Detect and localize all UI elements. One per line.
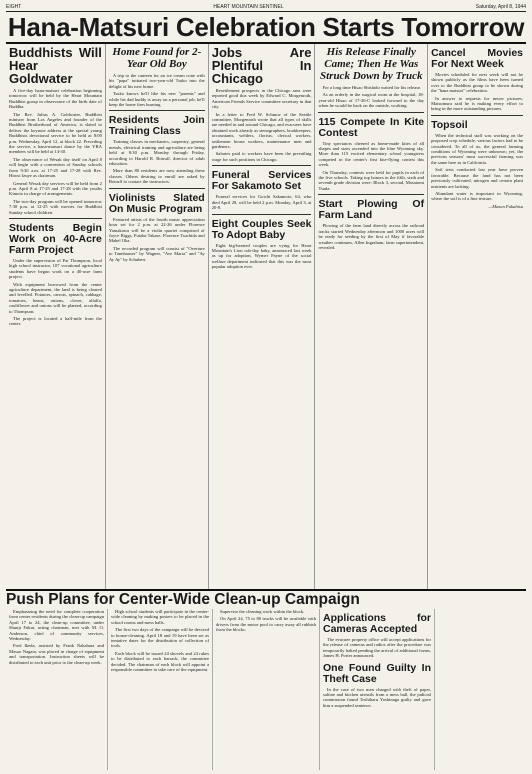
divider bbox=[212, 214, 312, 215]
bottom-column-2 bbox=[108, 609, 213, 770]
bottom-column-3 bbox=[213, 609, 320, 770]
column-5 bbox=[428, 44, 526, 589]
bottom-columns bbox=[6, 609, 526, 770]
article-text: More than 80 residents are now attending these classes. Others desiring to enroll are asked by Botruff to contact the instructors. bbox=[108, 168, 205, 185]
article-text: Funeral services for Goichi Sakamoto, 64, who died April 28, will be held 2 p.m. Monday, April 3, at 20-8. bbox=[211, 194, 312, 211]
article-text: Featured artists of the fourth music appreciation hour set for 2 p.m. at 22-26 under Florence Yamakawa will be a violin quartet comprised of Joyce Riggs, Futaba Takase, Florence Tsuchida and Mabel Oka. bbox=[108, 216, 205, 244]
headline-adopt-baby: Eight Couples Seek To Adopt Baby bbox=[211, 217, 312, 241]
headline-violinists: Violinists Slated On Music Program bbox=[108, 191, 205, 215]
article-text: As an orderly in the surgical room at the hospital, 18-year-old Hisao of 17-26-C looked forward to the day when he would be back on the outside, working. bbox=[318, 92, 425, 109]
headline-plowing: Start Plowing Of Farm Land bbox=[318, 198, 425, 222]
header-masthead: HEART MOUNTAIN SENTINEL bbox=[213, 4, 284, 10]
article-text: On Thursday, contests were held for pupils in each of the five schools. Taking top honors in the fifth, sixth and seventh grade division were: Block 3, second, Masatomi Tsuda. bbox=[318, 169, 425, 191]
article-text: With equipment borrowed from the center agriculture department, the land is being cleared and levelled. Potatoes, carrots, spinach, cabbage, tomatoes, beans, onions, clover, alfalfa, cauliflower and onions will be planted, according to Thompson. bbox=[9, 281, 102, 314]
banner-headline: Hana-Matsuri Celebration Starts Tomorrow bbox=[7, 12, 525, 42]
article-text: Salaries paid to workers have been the prevailing wage for such positions in Chicago. bbox=[211, 151, 312, 162]
article-text: Fred Ikeda, assisted by Frank Nakahara and Masao Nagata, was placed in charge of equipment and transportation. Instruction sheets will be distributed to each unit prior to the clean-up week. bbox=[9, 643, 104, 665]
article-text: In answer to requests for newer pictures, Matsumura said he is making every effort to bring in the more outstanding pictures. bbox=[431, 95, 523, 112]
article-text: The observance of Wesak day itself on April 8 will begin with a convention of Sunday schools from 9:30 a.m. at 17-25 and 17-28 with Rev. Hirosi Izuye as chairman. bbox=[9, 156, 102, 179]
bottom-section bbox=[6, 589, 526, 770]
headline-cameras: Applications for Cameras Accepted bbox=[323, 612, 431, 635]
page-header bbox=[6, 4, 526, 12]
bottom-column-1 bbox=[6, 609, 108, 770]
headline-guilty: One Found Guilty In Theft Case bbox=[323, 661, 431, 685]
divider bbox=[109, 188, 205, 189]
column-1 bbox=[6, 44, 106, 589]
article-text: On April 24, 75 to 80 trucks will be available with drivers from the motor pool to carry away all rubbish from the blocks. bbox=[216, 616, 316, 633]
article-text: Emphasizing the need for complete cooperation from center residents during the clean-up campaign April 17 to 24, the clean-up committee, under Shunji Fukui, acting chairman, met with M. O. Anderson, chief of community services, Wednesday. bbox=[9, 609, 104, 642]
column-4 bbox=[315, 44, 428, 589]
article-text: Supervise the cleaning work within the block. bbox=[220, 609, 305, 614]
article-text: Each block will be issued 24 shovels and 24 rakes to be distributed to each barrack, the committee decided. The chairman of each block will appoint a responsible committee to take care of the equipment. bbox=[111, 650, 209, 673]
divider bbox=[109, 110, 205, 111]
article-text: Movies scheduled for next week will not be shown publicly as the films have been turned over to the Buddhist group to be shown during the "hana matsuri" celebration. bbox=[431, 72, 523, 94]
article-text: The project is located a half-mile from the center. bbox=[9, 316, 102, 327]
article-text: The Rev. Julius A. Goldwater, Buddhist minister from Los Angeles and founder of the Buddhist Brotherhood of America, is slated to deliver the keynote address at the special young Buddhists devotional service to be held at 8:00 p.m. Wednesday, April 12, at block 22. Preceding the service, a hana-matsuri dance by the YBA members will be held at 14-30. bbox=[9, 111, 102, 155]
article-text: For a long time Hisao Shishido waited for his release. bbox=[322, 85, 422, 90]
headline-training-class: Residents Join Training Class bbox=[108, 114, 205, 138]
article-text: Under the supervision of Pat Thompson, local high school instructor, 107 vocational agriculture students have begun work on a 40-acre farm project. bbox=[9, 257, 102, 280]
article-text: Soil tests conducted last year have proven favorable. Because the land has not been previously cultivated, nitrogen and certain plant nutrients are lacking. bbox=[431, 167, 523, 189]
headline-topsoil: Topsoil bbox=[431, 118, 468, 131]
headline-funeral: Funeral Services For Sakamoto Set bbox=[211, 169, 312, 193]
article-text: In a letter to Fred W. Schmoe of the Seattle committee, Morgenroth wrote that all types of skills are needed in and around Chicago, and evacuees have obtained work already as stenographers, bookkeepers, accountants, welders, florists, clerical workers, settlement house workers, maintenance men and gardeners. bbox=[211, 111, 312, 150]
headline-home-found: Home Found for 2-Year Old Boy bbox=[112, 46, 202, 70]
article-text: The first two days of the campaign will be devoted to house-cleaning. April 18 and 19 have been set as tentative dates for the distribution of collection of tools. bbox=[111, 627, 209, 649]
divider bbox=[212, 165, 312, 166]
article-text: A trip to the canteen for an ice cream cone with his "papa" initiated two-year-old Tsuko into the delight of his new home. bbox=[108, 73, 205, 89]
divider bbox=[431, 115, 523, 116]
article-columns bbox=[6, 44, 526, 589]
article-text: Eight big-hearted couples are vying for Heart Mountain's Lion cub-day baby, announced last week as up for adoption, Wymer Payne of the social welfare department indicated that this was the most popular adoption ever. bbox=[211, 242, 312, 270]
article-text: The evacuee property office will accept applications for the release of cameras and radios after the procedure was temporarily halted pending the arrival of additional forms, James H. Porter announced. bbox=[323, 637, 431, 659]
byline: —Mason Fukuhisa bbox=[488, 203, 523, 209]
article-text: A five-day hana-matsuri celebration beginning tomorrow will be held by the Heart Mountain Buddhist group in observance of the birth date of Buddha. bbox=[9, 88, 102, 110]
article-text: When the technical staff was working on the proposed crop schedule, various factors had to be considered. To all of us, the general farming conditions of Wyoming were unknown; yet, the previous seasons' most successful farming was the same here as in California. bbox=[431, 132, 523, 165]
headline-release-truck: His Release Finally Came; Then He Was Struck Down by Truck bbox=[319, 46, 423, 82]
headline-cleanup: Push Plans for Center-Wide Clean-up Campaign bbox=[6, 591, 360, 608]
article-text: In the case of two men charged with theft of paper, saltine and kitchen utensils from a mess hall, the judicial commission found Toshiharu Yoshinaga guilty and gave him a suspended sentence. bbox=[323, 686, 431, 708]
headline-cancel-movies: Cancel Movies For Next Week bbox=[431, 47, 523, 70]
header-page-number: EIGHT bbox=[6, 4, 22, 10]
headline-buddhists: Buddhists Will Hear Goldwater bbox=[9, 45, 102, 86]
header-date: Saturday, April 8, 1944 bbox=[475, 4, 526, 10]
divider bbox=[9, 218, 102, 219]
article-text: Tsuko knows he'll like his new "parents" and while his dad buddy is away on a personal job, he'll keep the home fires burning. bbox=[108, 91, 205, 108]
article-text: Tiny spectators cheered as home-made kites of all shapes and sizes ascended into the blue Wyoming sky. More than 115 excited elementary school youngsters competed in the center's first kite-flying contest this week. bbox=[318, 140, 425, 168]
article-text: High school students will participate in the center-wide cleaning by making posters to be placed in the school rooms and mess halls. bbox=[111, 609, 209, 625]
column-2 bbox=[106, 44, 209, 589]
divider bbox=[318, 194, 424, 195]
article-text: Abundant water is important in Wyoming, where the soil is of a fine texture. bbox=[431, 190, 523, 202]
headline-kite-contest: 115 Compete In Kite Contest bbox=[318, 115, 425, 139]
newspaper-page bbox=[6, 4, 526, 770]
headline-farm-project: Students Begin Work on 40-Acre Farm Project bbox=[9, 221, 102, 256]
article-text: Resettlement prospects in the Chicago area were reported good this week by Edward C. Morgenroth, American Friends Service committee secretary in that city. bbox=[211, 88, 312, 110]
bottom-column-4 bbox=[320, 609, 435, 770]
divider bbox=[318, 112, 424, 113]
article-text: The recorded program will consist of "Overture to Tannhauser" by Wagner, "Ave Maria" and "Ay Ay Ay" by Schubert. bbox=[108, 245, 205, 262]
article-text: The two-day program will be opened tomorrow 7:30 p.m. at 12-25 with movies for Buddhist Sunday school children. bbox=[9, 198, 102, 215]
article-text: General Wesak day services will be held from 2 p.m. April 8 at 17-25 and 17-28 with the youths Kimoto in charge of arrangements. bbox=[9, 180, 102, 197]
article-text: Training classes in mechanics, carpentry, general metals, electrical training and agriculture are being held at 8:30 p.m. Monday through Friday, according to Harold R. Botruff, director of adult education. bbox=[108, 139, 205, 167]
headline-jobs-chicago: Jobs Are Plentiful In Chicago bbox=[211, 45, 312, 86]
column-3 bbox=[209, 44, 316, 589]
article-text: Plowing of the farm land directly across the railroad tracks started Wednesday afternoon and 1000 acres will be ready for seeding by the first of May if favorable weather continues, Allen Ingraham, farm superintendent, revealed. bbox=[318, 223, 425, 250]
